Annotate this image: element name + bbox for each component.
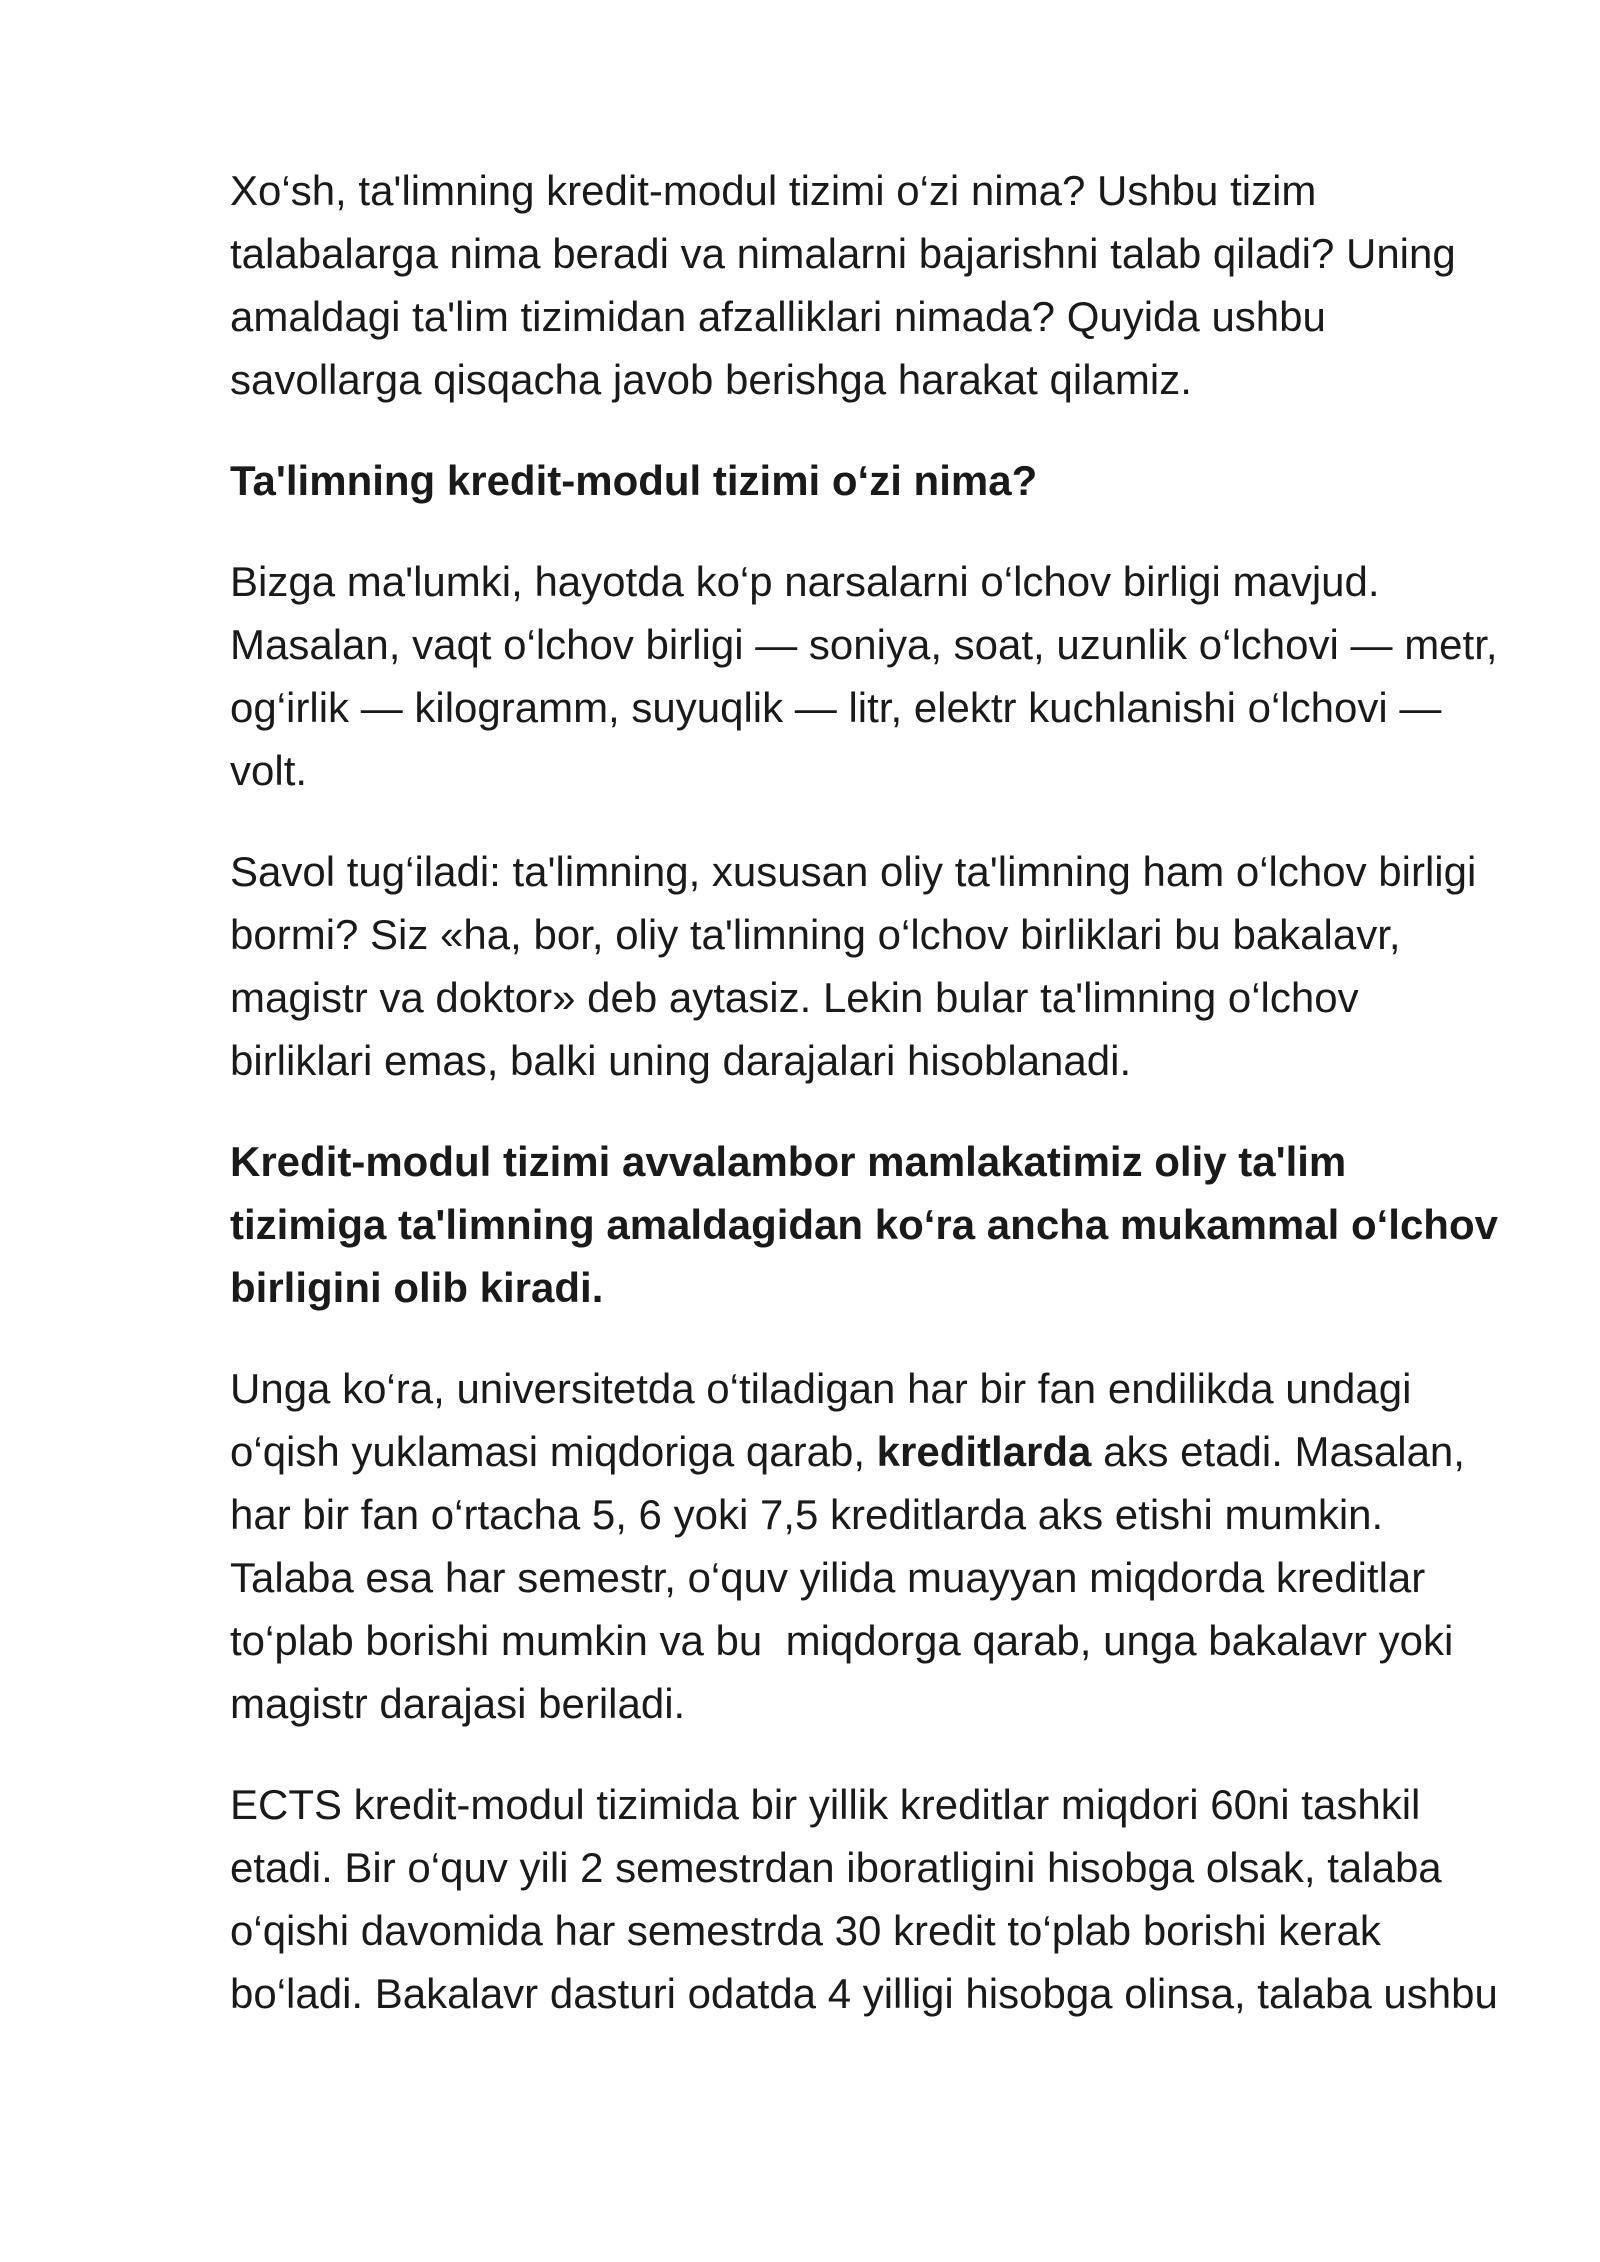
ects-paragraph: ECTS kredit-modul tizimida bir yillik kreditlar miqdori 60ni tashkil etadi. Bir o‘quv yili 2 semestrdan iboratligini hisobga olsak, talaba o‘qishi davomida har semestrda 30 kredit to‘plab borishi kerak bo‘ladi. Bakalavr dasturi odatda 4 yilligi hisobga olinsa, talaba ushbu (230, 1781, 1498, 2017)
article-body (230, 159, 1560, 2063)
section-heading: Ta'limning kredit-modul tizimi o‘zi nima? (230, 457, 1038, 504)
question-paragraph: Savol tug‘iladi: ta'limning, xususan oliy ta'limning ham o‘lchov birligi bormi? Siz «ha, bor, oliy ta'limning o‘lchov birliklari bu bakalavr, magistr va doktor» deb aytasiz. Lekin bular ta'limning o‘lchov birliklari emas, balki uning darajalari hisoblanadi. (230, 848, 1477, 1084)
credits-paragraph (230, 1357, 1560, 1735)
highlight-paragraph: Kredit-modul tizimi avvalambor mamlakatimiz oliy ta'lim tizimiga ta'limning amaldagidan ko‘ra ancha mukammal o‘lchov birligini olib kiradi. (230, 1138, 1498, 1311)
units-paragraph: Bizga ma'lumki, hayotda ko‘p narsalarni o‘lchov birligi mavjud. Masalan, vaqt o‘lchov birligi — soniya, soat, uzunlik o‘lchovi — metr, og‘irlik — kilogramm, suyuqlik — litr, elektr kuchlanishi o‘lchovi — volt. (230, 558, 1498, 794)
credits-paragraph-start: Unga ko‘ra, universitetda o‘tiladigan har bir fan endilikda undagi o‘qish yuklamasi miqdoriga qarab, (230, 1365, 1412, 1475)
credits-bold-term: kreditlarda (876, 1428, 1092, 1475)
credits-paragraph-end: aks etadi. Masalan, har bir fan o‘rtacha 5, 6 yoki 7,5 kreditlarda aks etishi mumkin. Talaba esa har semestr, o‘quv yilida muayyan miqdorda kreditlar to‘plab borishi mumkin va bu miqdorga qarab, unga bakalavr yoki magistr darajasi beriladi. (230, 1428, 1465, 1727)
intro-paragraph: Xo‘sh, ta'limning kredit-modul tizimi o‘zi nima? Ushbu tizim talabalarga nima beradi va nimalarni bajarishni talab qiladi? Uning amaldagi ta'lim tizimidan afzalliklari nimada? Quyida ushbu savollarga qisqacha javob berishga harakat qilamiz. (230, 167, 1456, 403)
